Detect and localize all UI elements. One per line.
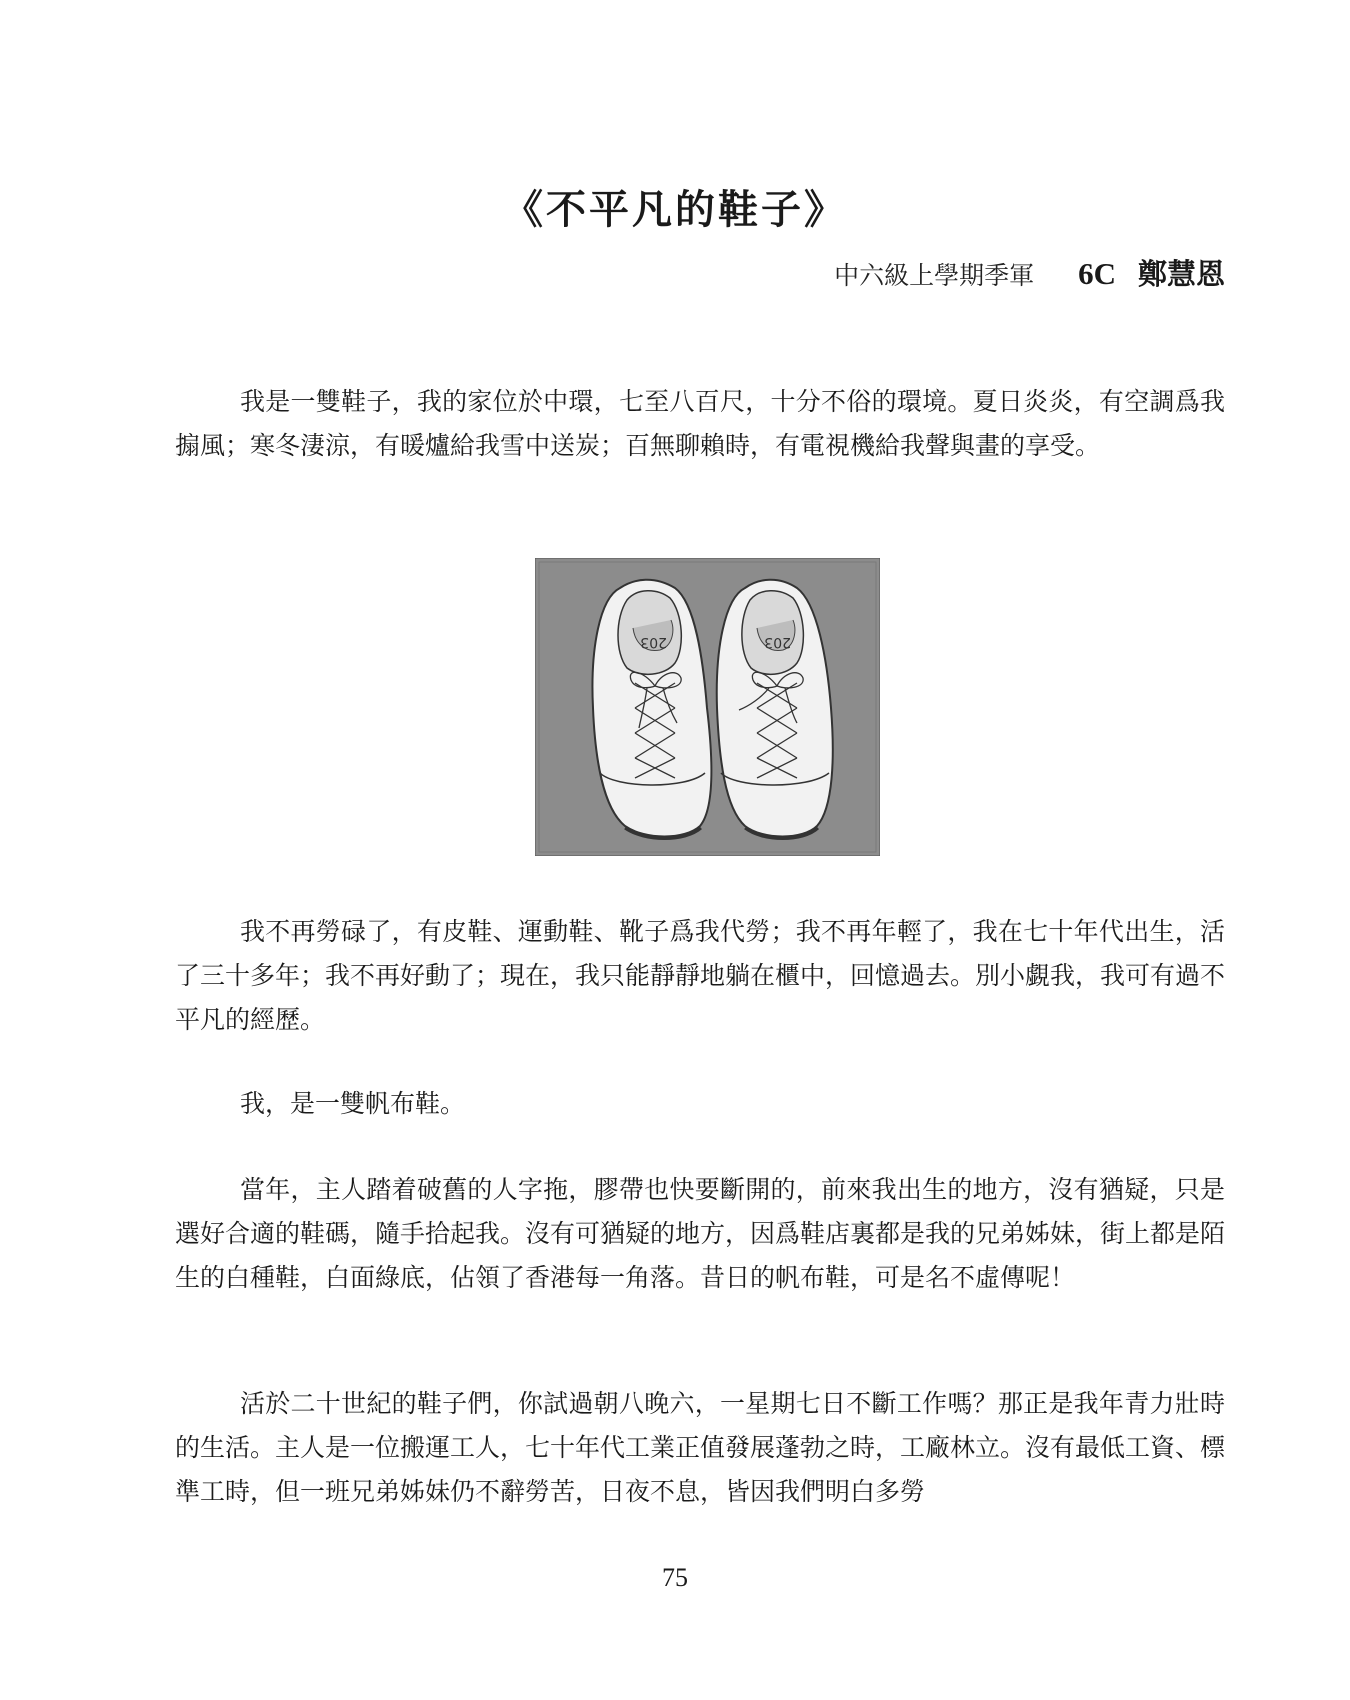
paragraph-4: 當年，主人踏着破舊的人字拖，膠帶也快要斷開的，前來我出生的地方，沒有猶疑，只是選好合適的鞋碼，隨手拾起我。沒有可猶疑的地方，因爲鞋店裏都是我的兄弟姊妹，街上都是陌生的白種鞋，白面綠底，佔領了香港每一角落。昔日的帆布鞋，可是名不虛傳呢！ <box>175 1175 1226 1292</box>
paragraph-5: 活於二十世紀的鞋子們，你試過朝八晚六，一星期七日不斷工作嗎？那正是我年青力壯時的生活。主人是一位搬運工人，七十年代工業正值發展蓬勃之時，工廠林立。沒有最低工資、標準工時，但一班兄弟姊妹仍不辭勞苦，日夜不息，皆因我們明白多勞 <box>175 1389 1226 1506</box>
canvas-shoes-illustration <box>535 558 880 856</box>
left-shoe-number: 203 <box>640 634 667 650</box>
author-name: 鄭慧恩 <box>1137 257 1225 291</box>
page-number: 75 <box>662 1563 688 1592</box>
class-label: 6C <box>1078 256 1116 291</box>
essay-title: 《不平凡的鞋子》 <box>503 187 847 233</box>
award-label: 中六級上學期季軍 <box>834 261 1035 290</box>
paragraph-3: 我，是一雙帆布鞋。 <box>240 1089 466 1118</box>
right-shoe-number: 203 <box>764 634 791 650</box>
paragraph-2: 我不再勞碌了，有皮鞋、運動鞋、靴子爲我代勞；我不再年輕了，我在七十年代出生，活了三十多年；我不再好動了；現在，我只能靜靜地躺在櫃中，回憶過去。別小覷我，我可有過不平凡的經歷。 <box>175 917 1226 1034</box>
paragraph-1: 我是一雙鞋子，我的家位於中環，七至八百尺，十分不俗的環境。夏日炎炎，有空調爲我搧風；寒冬淒涼，有暖爐給我雪中送炭；百無聊賴時，有電視機給我聲與畫的享受。 <box>175 387 1225 460</box>
byline <box>834 252 1225 293</box>
right-shoe <box>717 580 833 839</box>
